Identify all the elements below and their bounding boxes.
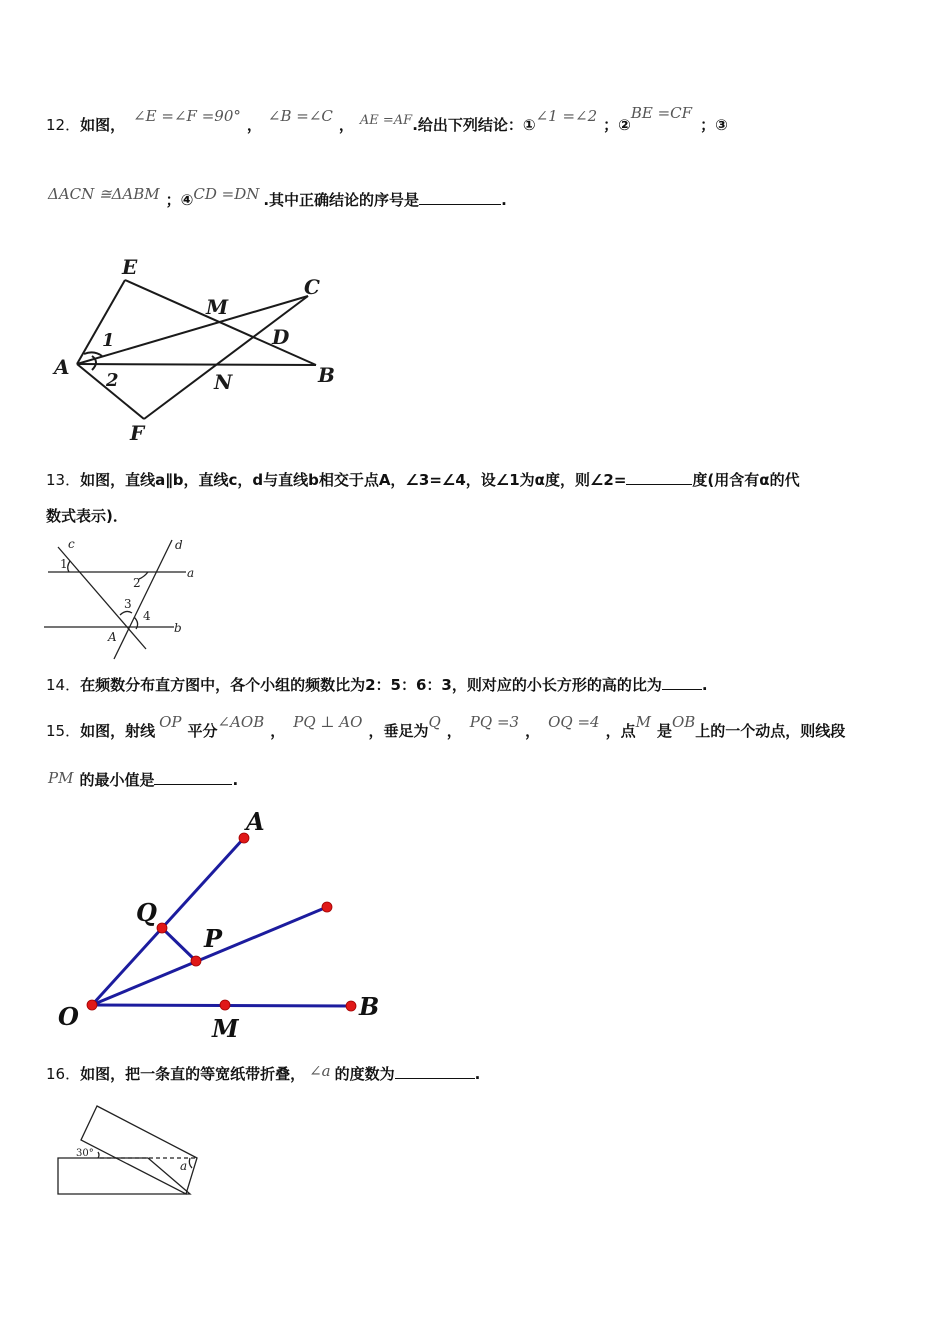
q12-math-7: CD =DN — [193, 185, 260, 203]
q16-label-a: a — [180, 1159, 188, 1173]
q13-number: 13． — [46, 471, 81, 489]
q12-math-2: ∠B =∠C — [267, 107, 333, 125]
q15-text-2: ， — [270, 722, 286, 740]
q12-number: 12． — [46, 116, 81, 134]
q12-label-B: B — [318, 363, 335, 387]
q15-text-4: ， — [446, 722, 462, 740]
q12-label-E: E — [122, 255, 138, 279]
q14-end: . — [701, 676, 708, 694]
q12-label-D: D — [272, 325, 290, 349]
q14-text-1: 在频数分布直方图中，各个小组的频数比为2：5：6：3，则对应的小长方形的高的比为 — [80, 676, 662, 694]
q16-line — [46, 1064, 480, 1084]
q14-line — [46, 675, 708, 695]
q12-line-1 — [46, 104, 728, 137]
q15-math-3: PQ ⊥ AO — [293, 713, 363, 731]
q15-figure — [54, 805, 394, 1045]
q12-label-1: 1 — [102, 330, 115, 351]
q16-figure — [54, 1100, 204, 1200]
q12-math-5: BE =CF — [630, 104, 693, 122]
q13-label-a: a — [187, 566, 195, 580]
q16-answer-blank[interactable] — [395, 1064, 475, 1079]
q12-figure — [44, 252, 354, 447]
q15-label-M: M — [212, 1014, 239, 1043]
q12-math-1: ∠E =∠F =90° — [133, 107, 241, 125]
q12-text-3: ；③ — [700, 116, 728, 134]
q12-label-F: F — [130, 421, 145, 445]
q15-number: 15． — [46, 722, 81, 740]
q12-math-3: AE =AF — [359, 113, 413, 128]
q15-math-5: PQ =3 — [469, 713, 520, 731]
q12-line-2 — [46, 185, 507, 210]
q13-label-1: 1 — [60, 557, 68, 571]
q12-label-A: A — [54, 355, 70, 379]
q14-answer-blank[interactable] — [662, 675, 702, 690]
q15-label-A: A — [246, 807, 265, 836]
q15-label-B: B — [359, 992, 380, 1021]
q12-sep-1: ， — [246, 116, 262, 134]
q15-end: . — [232, 771, 239, 789]
q14-number: 14． — [46, 676, 81, 694]
q12-text-4: ；④ — [165, 191, 194, 209]
q15-text-6: ，点 — [605, 722, 636, 740]
q12-label-2: 2 — [106, 370, 119, 391]
q16-text-1: 的度数为 — [334, 1065, 395, 1083]
q15-text-9: 的最小值是 — [79, 771, 155, 789]
q15-answer-blank[interactable] — [154, 770, 232, 785]
q13-line-1 — [46, 470, 800, 490]
q13-label-d: d — [175, 538, 183, 552]
q12-label-C: C — [304, 275, 320, 299]
q15-math-2: ∠AOB — [217, 713, 265, 731]
q16-end: . — [474, 1065, 481, 1083]
q12-label-N: N — [214, 370, 233, 394]
q13-figure — [44, 535, 204, 665]
q13-label-4: 4 — [143, 609, 151, 623]
q16-label-30: 30° — [76, 1148, 94, 1159]
q13-line-2 — [46, 506, 128, 526]
q13-label-A: A — [108, 630, 117, 644]
q15-line-1 — [46, 713, 846, 741]
q15-text-3: ，垂足为 — [368, 722, 429, 740]
q12-lead: 如图， — [80, 116, 126, 134]
q15-label-O: O — [58, 1002, 79, 1031]
q15-math-8: OB — [671, 713, 696, 731]
q15-math-9: PM — [48, 769, 74, 787]
q12-text-5: .其中正确结论的序号是 — [263, 191, 420, 209]
q15-text-1: 平分 — [187, 722, 218, 740]
q13-label-c: c — [68, 537, 75, 551]
q12-math-4: ∠1 =∠2 — [535, 107, 598, 125]
q13-text-3: 数式表示)． — [46, 507, 128, 525]
q13-text-1: 如图，直线a∥b，直线c，d与直线b相交于点A，∠3=∠4，设∠1为α度，则∠2= — [80, 471, 627, 489]
q13-text-2: 度(用含有α的代 — [692, 471, 800, 489]
q16-lead: 如图，把一条直的等宽纸带折叠， — [80, 1065, 306, 1083]
q13-label-3: 3 — [124, 597, 132, 611]
q15-text-7: 是 — [656, 722, 672, 740]
q15-line-2 — [46, 770, 238, 790]
q15-math-7: M — [635, 713, 651, 731]
q15-math-6: OQ =4 — [548, 713, 600, 731]
q16-math-1: ∠a — [309, 1062, 331, 1080]
q12-text-2: ；② — [603, 116, 631, 134]
q15-text-8: 上的一个动点，则线段 — [695, 722, 846, 740]
q13-label-b: b — [174, 621, 182, 635]
q16-number: 16． — [46, 1065, 81, 1083]
q13-answer-blank[interactable] — [626, 470, 692, 485]
q15-text-5: ， — [525, 722, 541, 740]
q15-math-4: Q — [428, 713, 441, 731]
q12-sep-2: ， — [338, 116, 354, 134]
q12-end: . — [501, 191, 507, 209]
q12-answer-blank[interactable] — [419, 190, 501, 205]
q12-label-M: M — [206, 295, 229, 319]
q15-lead: 如图，射线 — [80, 722, 156, 740]
q15-label-P: P — [204, 924, 223, 953]
q15-math-1: OP — [159, 713, 182, 731]
q12-text-1: .给出下列结论：① — [412, 116, 536, 134]
q13-label-2: 2 — [133, 576, 141, 590]
q12-math-6: ΔACN ≅ΔABM — [48, 185, 160, 203]
q15-label-Q: Q — [136, 898, 157, 927]
